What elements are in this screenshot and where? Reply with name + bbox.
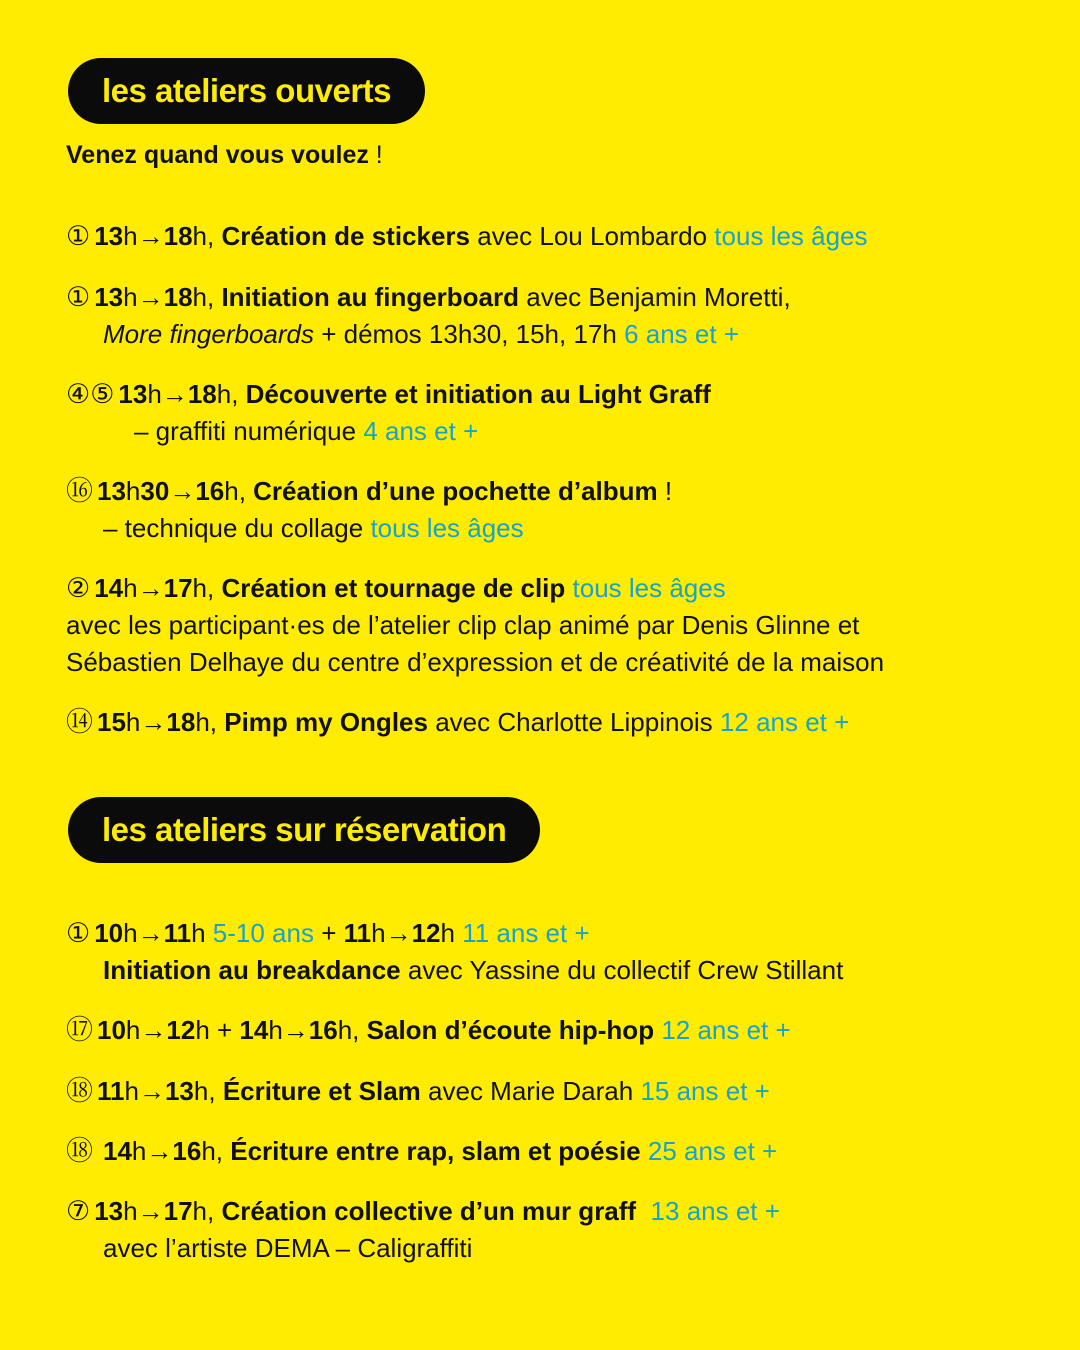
time-sep: → xyxy=(169,476,196,506)
time-sep: h + xyxy=(195,1015,240,1045)
age-badge: 13 ans et + xyxy=(650,1196,780,1226)
list-item xyxy=(66,915,843,989)
time-sep: h→ xyxy=(147,379,188,409)
time: 30 xyxy=(140,476,170,506)
list-item xyxy=(66,218,868,255)
workshop-detail: Sébastien Delhaye du centre d’expression et de créativité de la maison xyxy=(66,647,885,677)
list-item xyxy=(66,376,711,450)
time: 16 xyxy=(195,476,225,506)
time: 11 xyxy=(97,1076,125,1106)
time-sep: h xyxy=(440,918,463,948)
time-sep: h, xyxy=(192,282,222,312)
location-number: ② xyxy=(66,573,91,603)
list-item xyxy=(66,1133,777,1170)
time: 18 xyxy=(166,707,196,737)
time: 14 xyxy=(103,1136,132,1166)
time-sep: h→ xyxy=(125,707,167,737)
list-item xyxy=(66,279,791,353)
time: 11 xyxy=(343,918,372,948)
workshop-detail: avec les participant·es de l’atelier clip clap animé par Denis Glinne et xyxy=(66,610,860,640)
time-sep: h xyxy=(125,476,141,506)
time-sep: h→ xyxy=(268,1015,309,1045)
workshop-title: Création collective d’un mur graff xyxy=(221,1196,637,1226)
workshop-detail: – graffiti numérique xyxy=(134,416,364,446)
time: 17 xyxy=(163,1196,193,1226)
workshop-detail xyxy=(565,573,572,603)
location-number: ⑭ xyxy=(66,707,93,737)
time-sep: h→ xyxy=(123,282,164,312)
workshop-title: Création et tournage de clip xyxy=(221,573,566,603)
time-sep: h, xyxy=(216,379,246,409)
list-item xyxy=(66,473,672,547)
time-sep: h, xyxy=(224,476,254,506)
time-sep: h→ xyxy=(131,1136,173,1166)
time-sep: h, xyxy=(193,1076,223,1106)
workshop-title: Découverte et initiation au Light Graff xyxy=(245,379,711,409)
section-title-open-workshops: les ateliers ouverts xyxy=(68,58,425,124)
age-badge: 11 ans et + xyxy=(462,918,590,948)
time-sep: h→ xyxy=(125,1015,167,1045)
time-sep: h, xyxy=(192,1196,222,1226)
time: 13 xyxy=(164,1076,194,1106)
location-number: ① xyxy=(66,282,91,312)
age-badge: 12 ans et + xyxy=(719,707,850,737)
workshop-detail: avec Lou Lombardo xyxy=(470,221,715,251)
age-badge: 12 ans et + xyxy=(661,1015,791,1045)
age-badge: 6 ans et + xyxy=(624,319,739,349)
workshop-detail xyxy=(636,1196,650,1226)
time: 12 xyxy=(411,918,441,948)
time: 14 xyxy=(239,1015,269,1045)
workshop-title: Écriture entre rap, slam et poésie xyxy=(230,1136,641,1166)
location-number: ① xyxy=(66,221,91,251)
section-title-reserved-workshops: les ateliers sur réservation xyxy=(68,797,540,863)
time: 13 xyxy=(94,1196,124,1226)
workshop-detail: avec Charlotte Lippinois xyxy=(427,707,720,737)
age-badge: tous les âges xyxy=(370,513,524,543)
workshop-title: Salon d’écoute hip-hop xyxy=(366,1015,655,1045)
time-sep: h→ xyxy=(123,573,164,603)
workshop-detail xyxy=(641,1136,648,1166)
time-sep: h→ xyxy=(124,1076,165,1106)
time: 11 xyxy=(163,918,192,948)
time: 10 xyxy=(94,918,124,948)
location-number: ⑯ xyxy=(66,476,93,506)
location-number: ④⑤ xyxy=(66,379,115,409)
workshop-detail-italic: More fingerboards xyxy=(103,319,314,349)
location-number: ⑦ xyxy=(66,1196,91,1226)
time: 18 xyxy=(187,379,217,409)
intro-text xyxy=(66,141,383,170)
workshop-detail: – technique du collage xyxy=(103,513,371,543)
list-item xyxy=(66,1073,770,1110)
time: 16 xyxy=(172,1136,202,1166)
workshop-title: Initiation au fingerboard xyxy=(221,282,520,312)
workshop-title: Création d’une pochette d’album xyxy=(253,476,658,506)
time-sep: h→ xyxy=(371,918,412,948)
time: 10 xyxy=(97,1015,126,1045)
age-badge: 15 ans et + xyxy=(640,1076,770,1106)
time: 18 xyxy=(163,221,193,251)
time-sep: h→ xyxy=(123,221,164,251)
time-sep: h xyxy=(191,918,213,948)
location-number: ⑱ xyxy=(66,1076,93,1106)
list-item xyxy=(66,1012,791,1049)
time: 18 xyxy=(163,282,193,312)
time: 15 xyxy=(97,707,126,737)
workshop-detail: avec Marie Darah xyxy=(420,1076,641,1106)
time: 17 xyxy=(163,573,193,603)
time-sep: h, xyxy=(201,1136,231,1166)
age-badge: 25 ans et + xyxy=(647,1136,778,1166)
time: 14 xyxy=(94,573,124,603)
list-item xyxy=(66,1193,780,1267)
time: 16 xyxy=(308,1015,338,1045)
time: 13 xyxy=(94,282,124,312)
workshop-detail: ! xyxy=(657,476,673,506)
workshop-detail: avec l’artiste DEMA – Caligraffiti xyxy=(103,1233,473,1263)
time: 13 xyxy=(94,221,124,251)
location-number: ⑰ xyxy=(66,1015,93,1045)
workshop-detail: avec Benjamin Moretti, xyxy=(519,282,791,312)
age-badge: tous les âges xyxy=(572,573,726,603)
workshop-title: Initiation au breakdance xyxy=(103,955,401,985)
age-badge: 5-10 ans xyxy=(212,918,314,948)
time: 13 xyxy=(97,476,126,506)
time-sep: + xyxy=(313,918,344,948)
list-item xyxy=(66,704,849,741)
time-sep: h→ xyxy=(123,1196,164,1226)
time-sep: h, xyxy=(192,573,222,603)
location-number: ① xyxy=(66,918,91,948)
time: 12 xyxy=(166,1015,196,1045)
workshop-detail: + démos 13h30, 15h, 17h xyxy=(314,319,625,349)
age-badge: tous les âges xyxy=(714,221,868,251)
workshop-title: Pimp my Ongles xyxy=(224,707,428,737)
workshop-detail: avec Yassine du collectif Crew Stillant xyxy=(400,955,844,985)
workshop-title: Création de stickers xyxy=(221,221,471,251)
time: 13 xyxy=(118,379,148,409)
time-sep: h, xyxy=(195,707,225,737)
time-sep: h, xyxy=(192,221,222,251)
time-sep: h→ xyxy=(123,918,164,948)
intro-end: ! xyxy=(368,141,383,169)
list-item xyxy=(66,570,884,681)
location-number: ⑱ xyxy=(66,1136,93,1166)
time-sep: h, xyxy=(337,1015,367,1045)
workshop-title: Écriture et Slam xyxy=(222,1076,421,1106)
intro-bold: Venez quand vous voulez xyxy=(66,141,369,169)
age-badge: 4 ans et + xyxy=(363,416,479,446)
